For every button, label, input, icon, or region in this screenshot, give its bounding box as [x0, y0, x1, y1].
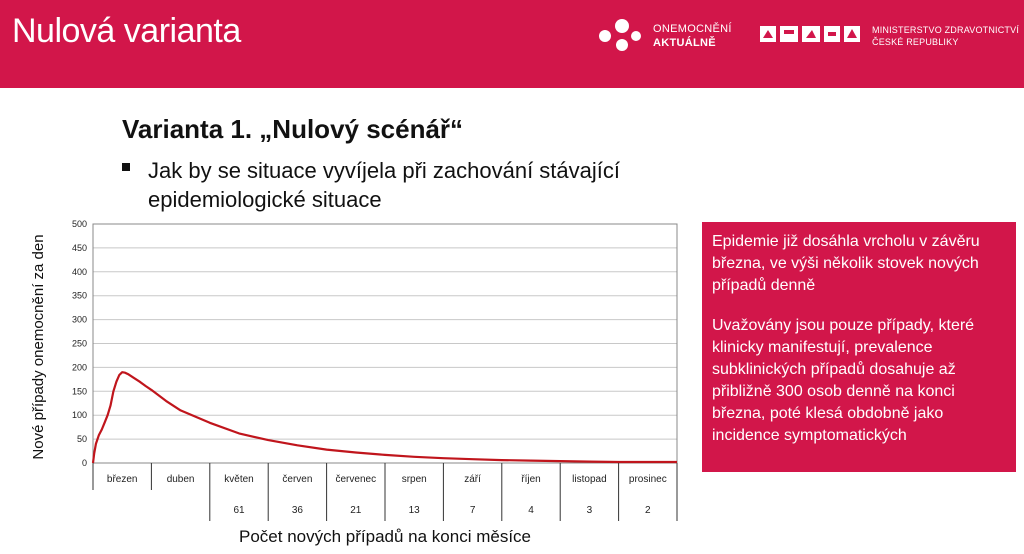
info-paragraph-1: Epidemie již dosáhla vrcholu v závěru března, ve výši několik stovek nových případů denně [712, 233, 980, 294]
month-end-cases-value: 3 [586, 505, 593, 516]
month-end-cases-value: 21 [350, 505, 362, 516]
header-bar [0, 0, 1024, 88]
month-end-cases-value: 36 [291, 505, 303, 516]
slide-title: Nulová varianta [12, 12, 241, 50]
bullet-text: Jak by se situace vyvíjela při zachování stávající epidemiologické situace [148, 158, 620, 212]
month-table [93, 463, 677, 521]
y-tick-label: 200 [71, 362, 87, 373]
y-tick-label: 150 [71, 386, 87, 397]
y-tick-label: 100 [71, 410, 87, 421]
bullet-square-icon [122, 163, 130, 171]
month-label: duben [166, 474, 195, 485]
dots-logo-icon [598, 18, 644, 52]
month-label: červenec [335, 474, 377, 485]
month-end-cases-value: 2 [645, 505, 651, 516]
info-paragraph-2: Uvažovány jsou pouze případy, které klinicky manifestují, prevalence subklinických případů dosahuje až přibližně 300 osob denně na konci března, poté klesá obdobně jako incidence symptomatických [712, 317, 975, 444]
month-end-cases-value: 13 [408, 505, 420, 516]
month-end-cases-value: 4 [528, 505, 534, 516]
y-tick-label: 450 [71, 242, 87, 253]
month-label: květen [224, 474, 254, 485]
month-label: prosinec [628, 474, 667, 485]
x-axis-label: Počet nových případů na konci měsíce [239, 527, 531, 546]
ministry-mark-icon [760, 22, 860, 46]
month-end-cases-value: 7 [469, 505, 476, 516]
month-label: březen [106, 474, 138, 485]
month-label: srpen [401, 474, 427, 485]
chart-grid [93, 224, 677, 463]
ministry-logo [760, 20, 1020, 54]
y-tick-label: 50 [76, 434, 87, 445]
month-label: září [464, 474, 481, 485]
cases-line-chart [0, 218, 690, 548]
y-tick-label: 0 [81, 458, 87, 468]
onemocneni-aktualne-logo [598, 18, 748, 54]
y-axis-label: Nové případy onemocnění za den [30, 234, 47, 460]
series-line [93, 372, 677, 463]
slide-heading: Varianta 1. „Nulový scénář“ [122, 114, 464, 144]
onemocneni-logo-text: ONEMOCNĚNÍ AKTUÁLNĚ [653, 23, 732, 49]
month-label: říjen [521, 474, 541, 485]
ministry-logo-text: MINISTERSTVO ZDRAVOTNICTVÍ ČESKÉ REPUBLIKY [872, 25, 1020, 47]
y-tick-label: 350 [71, 290, 87, 301]
month-label: listopad [572, 474, 607, 485]
info-box [702, 222, 1016, 472]
y-tick-labels [72, 219, 87, 468]
y-tick-label: 500 [71, 219, 87, 229]
month-label: červen [282, 474, 313, 485]
y-tick-label: 300 [71, 314, 87, 325]
y-tick-label: 400 [71, 266, 87, 277]
y-tick-label: 250 [71, 338, 87, 349]
month-end-cases-value: 61 [233, 505, 245, 516]
